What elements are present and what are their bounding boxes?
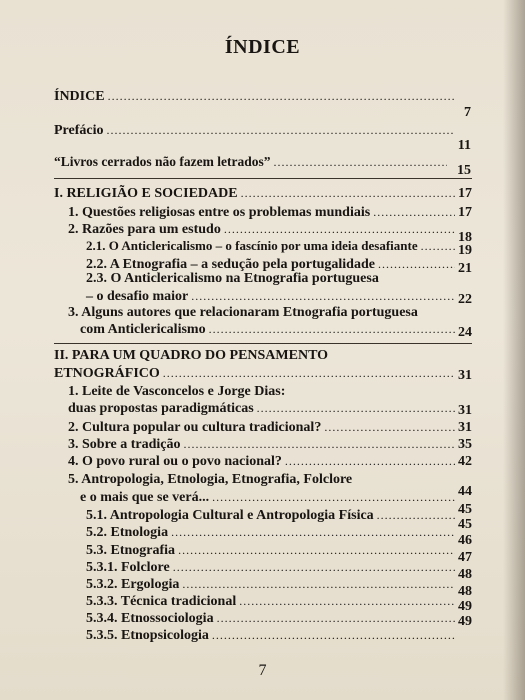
page-edge-shadow bbox=[503, 0, 525, 700]
dot-leader bbox=[421, 238, 455, 254]
toc-entry bbox=[86, 533, 472, 559]
toc-entry-label: 5.3.2. Ergologia bbox=[86, 577, 180, 592]
toc-entry bbox=[86, 502, 472, 524]
toc-entry-page: 44 bbox=[458, 484, 472, 499]
dot-leader bbox=[178, 542, 455, 558]
dot-leader bbox=[241, 185, 455, 201]
toc-entry-page: 7 bbox=[464, 105, 471, 120]
dot-leader bbox=[191, 288, 455, 304]
toc-entry bbox=[68, 419, 472, 436]
toc-entry-label: 2. Razões para um estudo bbox=[68, 222, 221, 237]
toc-entry-page: 31 bbox=[458, 403, 472, 418]
dot-leader bbox=[212, 627, 455, 643]
dot-leader bbox=[209, 321, 455, 337]
toc-entry-label: 3. Alguns autores que relacionaram Etnografia portuguesa bbox=[68, 305, 418, 320]
section-divider bbox=[54, 178, 472, 179]
dot-leader bbox=[239, 593, 455, 609]
toc-entry-label: 2.3. O Anticlericalismo na Etnografia portuguesa bbox=[86, 271, 379, 286]
toc-entry bbox=[68, 204, 472, 221]
dot-leader bbox=[163, 365, 455, 381]
toc-entry-prefacio bbox=[54, 122, 472, 139]
toc-entry-label: ÍNDICE bbox=[54, 89, 105, 104]
toc-entry bbox=[68, 453, 472, 470]
toc-entry-page: 48 bbox=[458, 567, 472, 582]
toc-entry-page: 11 bbox=[457, 138, 471, 153]
toc-entry-page: 47 bbox=[458, 550, 472, 565]
toc-entry-page: 49 bbox=[458, 614, 472, 629]
dot-leader bbox=[224, 221, 455, 237]
toc-entry-page: 45 bbox=[458, 502, 472, 517]
toc-entry-page: 18 bbox=[458, 230, 472, 245]
dot-leader bbox=[171, 524, 455, 540]
toc-entry-page: 46 bbox=[458, 533, 472, 548]
page-number: 7 bbox=[258, 662, 267, 679]
toc-entry-page: 22 bbox=[458, 292, 472, 307]
dot-leader bbox=[285, 453, 455, 469]
toc-entry-label: 5.3.5. Etnopsicologia bbox=[86, 628, 209, 643]
toc-entry bbox=[80, 484, 472, 506]
toc-part-heading bbox=[54, 365, 472, 382]
toc-entry-label: 5.3.1. Folclore bbox=[86, 560, 170, 575]
toc-entry-page: 35 bbox=[458, 437, 472, 452]
dot-leader bbox=[273, 154, 447, 170]
dot-leader bbox=[212, 489, 455, 505]
toc-entry-label: duas propostas paradigmáticas bbox=[68, 401, 254, 416]
toc-part-heading bbox=[54, 185, 472, 202]
dot-leader bbox=[377, 507, 455, 523]
toc-entry-page: 19 bbox=[458, 243, 472, 258]
toc-entry-page: 31 bbox=[458, 420, 472, 435]
toc-entry-label: I. RELIGIÃO E SOCIEDADE bbox=[54, 186, 238, 201]
dot-leader bbox=[257, 400, 455, 416]
dot-leader bbox=[373, 204, 455, 220]
toc-entry-indice bbox=[54, 88, 472, 105]
toc-entry-label: e o mais que se verá... bbox=[80, 490, 210, 505]
toc-entry-page: 21 bbox=[458, 261, 472, 276]
toc-entry-page: 42 bbox=[458, 454, 472, 469]
toc-entry-label: 5.1. Antropologia Cultural e Antropologia Física bbox=[86, 508, 374, 523]
dot-leader bbox=[173, 559, 455, 575]
dot-leader bbox=[378, 256, 455, 272]
dot-leader bbox=[217, 610, 455, 626]
toc-entry-label: 1. Questões religiosas entre os problemas mundiais bbox=[68, 205, 371, 220]
toc-entry-label: 5.2. Etnologia bbox=[86, 525, 169, 540]
toc-entry bbox=[86, 517, 472, 541]
toc-entry-label: 2. Cultura popular ou cultura tradicional? bbox=[68, 420, 322, 435]
toc-entry-page: 31 bbox=[458, 368, 472, 383]
toc-entry-label: Prefácio bbox=[54, 123, 104, 138]
toc-entry-label: “Livros cerrados não fazem letrados” bbox=[54, 154, 271, 169]
dot-leader bbox=[324, 419, 455, 435]
toc-entry-label: 3. Sobre a tradição bbox=[68, 437, 181, 452]
toc-entry-livros bbox=[54, 154, 464, 170]
toc-entry-label: com Anticlericalismo bbox=[80, 322, 206, 337]
toc-entry bbox=[86, 238, 472, 258]
dot-leader bbox=[184, 436, 455, 452]
dot-leader bbox=[108, 88, 455, 104]
toc-entry-label: 4. O povo rural ou o povo nacional? bbox=[68, 454, 282, 469]
toc-entry-label: 2.2. A Etnografia – a sedução pela portugalidade bbox=[86, 257, 375, 272]
section-divider bbox=[54, 343, 472, 344]
page-title: ÍNDICE bbox=[224, 36, 301, 58]
toc-part-heading: II. PARA UM QUADRO DO PENSAMENTO bbox=[54, 348, 329, 363]
toc-entry-page: 17 bbox=[458, 186, 472, 201]
toc-entry bbox=[68, 221, 472, 245]
toc-entry bbox=[86, 288, 472, 305]
toc-entry-label: 5.3. Etnografia bbox=[86, 543, 176, 558]
toc-entry-label: 2.1. O Anticlericalismo – o fascínio por uma ideia desafiante bbox=[86, 238, 418, 253]
toc-entry-label: 1. Leite de Vasconcelos e Jorge Dias: bbox=[68, 384, 286, 399]
dot-leader bbox=[107, 122, 456, 138]
toc-entry-label: ETNOGRÁFICO bbox=[54, 366, 160, 381]
toc-entry bbox=[68, 400, 472, 417]
toc-entry-page: 15 bbox=[457, 163, 471, 178]
toc-entry-label: 5.3.3. Técnica tradicional bbox=[86, 594, 237, 609]
toc-entry bbox=[80, 321, 472, 338]
toc-entry-page: 17 bbox=[458, 205, 472, 220]
toc-entry-label: – o desafio maior bbox=[86, 289, 189, 304]
dot-leader bbox=[182, 576, 455, 592]
toc-entry-label: 5.3.4. Etnossociologia bbox=[86, 611, 214, 626]
toc-entry-page: 45 bbox=[458, 517, 472, 532]
toc-entry bbox=[68, 436, 472, 453]
toc-entry-page: 48 bbox=[458, 584, 472, 599]
toc-entry-page: 49 bbox=[458, 599, 472, 614]
toc-entry-label: 5. Antropologia, Etnologia, Etnografia, Folclore bbox=[68, 472, 353, 487]
toc-entry-page: 24 bbox=[458, 325, 472, 340]
